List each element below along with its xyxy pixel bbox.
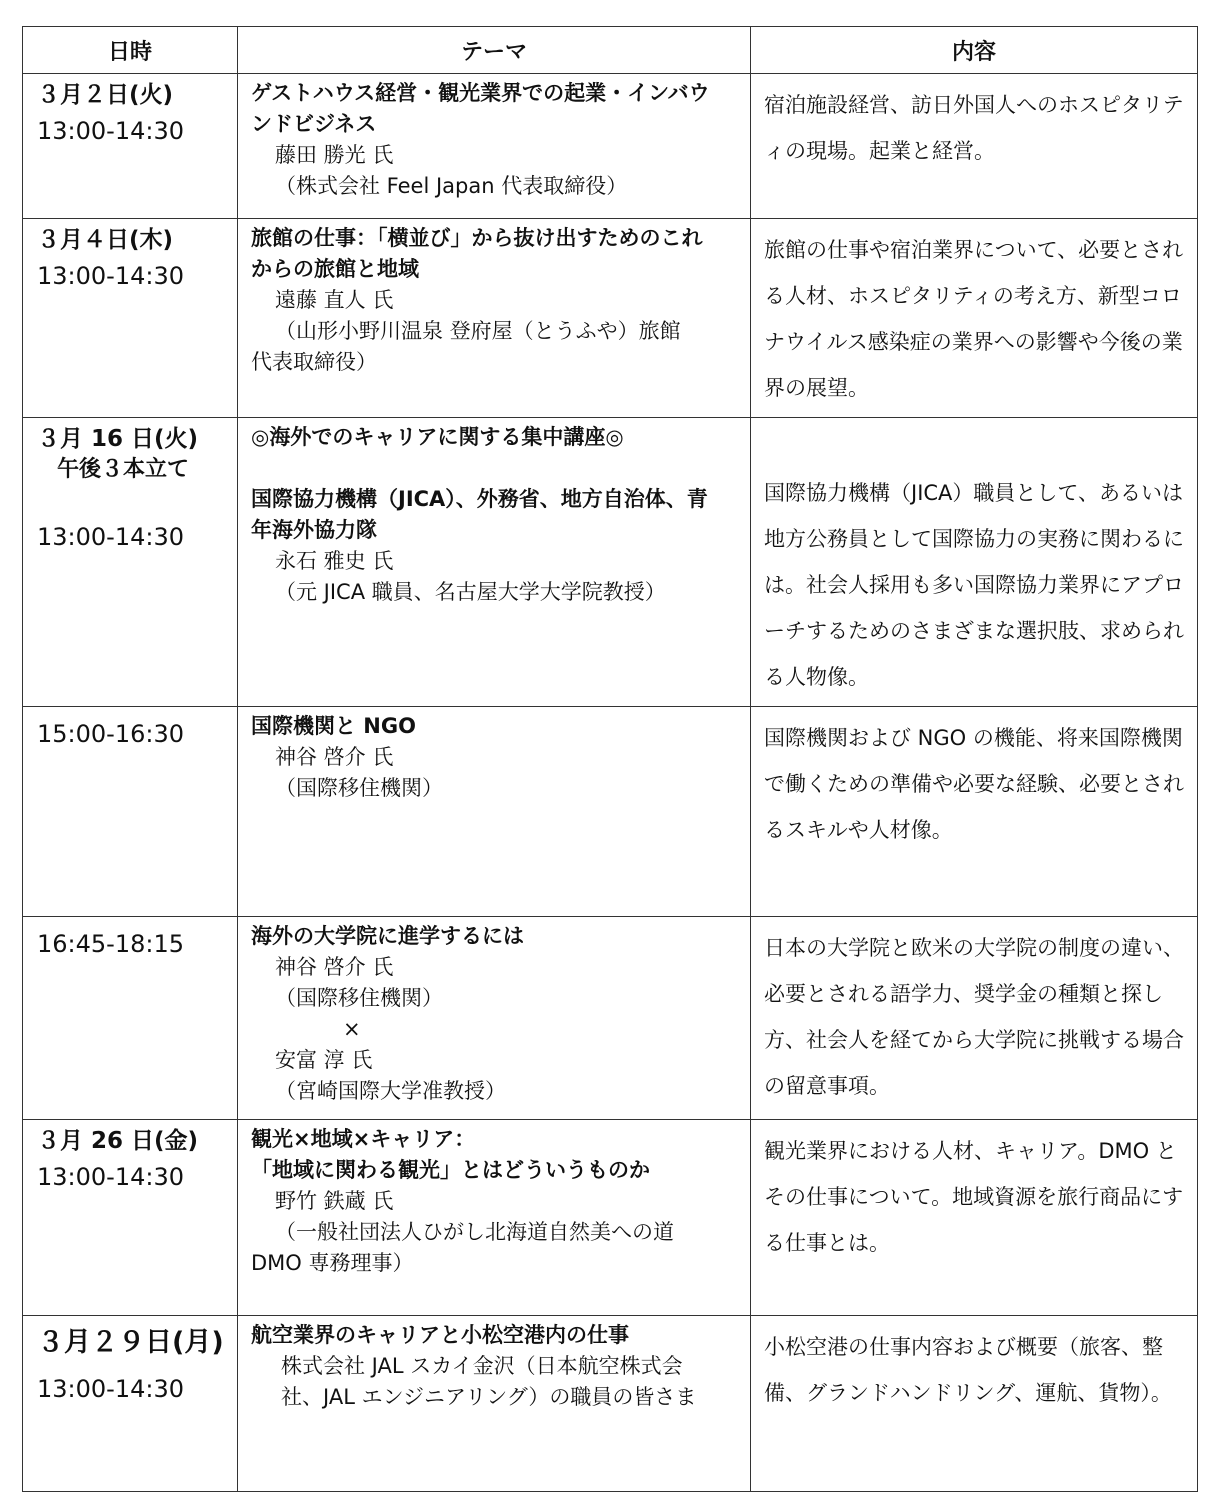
- series-heading: ◎海外でのキャリアに関する集中講座◎: [251, 425, 624, 449]
- session-time: 13:00-14:30: [37, 1375, 184, 1403]
- theme-title: 国際協力機構（JICA）、外務省、地方自治体、青: [251, 487, 708, 511]
- session-time: 15:00-16:30: [37, 720, 184, 748]
- session-content: 観光業界における人材、キャリア。DMO とその仕事について。地域資源を旅行商品にする仕事とは。: [764, 1139, 1184, 1255]
- date-cell: [23, 1120, 238, 1316]
- theme-title: 国際機関と NGO: [251, 714, 416, 738]
- theme-title: 海外の大学院に進学するには: [251, 924, 524, 948]
- theme-title: ンドビジネス: [251, 112, 377, 136]
- speaker-affiliation: DMO 専務理事）: [251, 1251, 414, 1275]
- cross-mark: ×: [343, 1017, 361, 1041]
- speaker-affiliation: （国際移住機関）: [275, 986, 443, 1010]
- header-content: 内容: [751, 27, 1198, 74]
- theme-title: 年海外協力隊: [251, 518, 377, 542]
- header-theme: テーマ: [238, 27, 751, 74]
- schedule-table: [22, 26, 1198, 1492]
- date-cell: [23, 917, 238, 1120]
- header-row: [23, 27, 1198, 74]
- session-content: 宿泊施設経営、訪日外国人へのホスピタリティの現場。起業と経営。: [764, 93, 1184, 163]
- theme-cell: [238, 219, 751, 418]
- speaker-affiliation: （株式会社 Feel Japan 代表取締役）: [275, 174, 628, 198]
- session-content: 国際協力機構（JICA）職員として、あるいは地方公務員として国際協力の実務に関わるには。社会人採用も多い国際協力業界にアプローチするためのさまざまな選択肢、求められる人物像。: [764, 481, 1184, 689]
- session-time: 16:45-18:15: [37, 930, 184, 958]
- speaker-affiliation: （山形小野川温泉 登府屋（とうふや）旅館: [275, 319, 681, 343]
- session-date: ３月２日(火): [37, 82, 174, 108]
- session-time: 13:00-14:30: [37, 1163, 184, 1191]
- theme-title: 旅館の仕事：「横並び」から抜け出すためのこれ: [251, 226, 703, 250]
- content-cell: [751, 1120, 1198, 1316]
- content-cell: [751, 707, 1198, 917]
- speaker-name: 神谷 啓介 氏: [275, 955, 394, 979]
- table-row: [23, 707, 1198, 917]
- content-cell: [751, 1316, 1198, 1492]
- content-cell: [751, 219, 1198, 418]
- date-cell: [23, 219, 238, 418]
- speaker-name: 神谷 啓介 氏: [275, 745, 394, 769]
- date-cell: [23, 418, 238, 707]
- table-row: [23, 219, 1198, 418]
- date-cell: [23, 707, 238, 917]
- session-content: 日本の大学院と欧米の大学院の制度の違い、必要とされる語学力、奨学金の種類と探し方、社会人を経てから大学院に挑戦する場合の留意事項。: [764, 936, 1184, 1098]
- theme-title: 「地域に関わる観光」とはどういうものか: [251, 1158, 650, 1182]
- table-row: [23, 1316, 1198, 1492]
- content-cell: [751, 74, 1198, 219]
- speaker-affiliation: （元 JICA 職員、名古屋大学大学院教授）: [275, 580, 666, 604]
- speaker-name: 社、JAL エンジニアリング）の職員の皆さま: [281, 1385, 697, 1409]
- theme-title: 航空業界のキャリアと小松空港内の仕事: [251, 1323, 629, 1347]
- session-content: 旅館の仕事や宿泊業界について、必要とされる人材、ホスピタリティの考え方、新型コロナウイルス感染症の業界への影響や今後の業界の展望。: [764, 238, 1184, 400]
- speaker-name: 安富 淳 氏: [275, 1048, 373, 1072]
- content-cell: [751, 418, 1198, 707]
- session-time: 13:00-14:30: [37, 262, 184, 290]
- speaker-affiliation: （国際移住機関）: [275, 776, 443, 800]
- content-cell: [751, 917, 1198, 1120]
- session-content: 国際機関および NGO の機能、将来国際機関で働くための準備や必要な経験、必要とされるスキルや人材像。: [764, 726, 1184, 842]
- session-content: 小松空港の仕事内容および概要（旅客、整備、グランドハンドリング、運航、貨物）。: [764, 1335, 1172, 1405]
- header-date: 日時: [23, 27, 238, 74]
- session-date: ３月４日(木): [37, 227, 174, 253]
- theme-cell: [238, 418, 751, 707]
- speaker-affiliation: （一般社団法人ひがし北海道自然美への道: [275, 1220, 674, 1244]
- speaker-name: 藤田 勝光 氏: [275, 143, 394, 167]
- theme-cell: [238, 1316, 751, 1492]
- table-row: [23, 74, 1198, 219]
- speaker-name: 野竹 鉄蔵 氏: [275, 1189, 394, 1213]
- date-cell: [23, 74, 238, 219]
- theme-title: 観光×地域×キャリア：: [251, 1127, 476, 1151]
- speaker-affiliation: 代表取締役）: [251, 350, 377, 374]
- theme-cell: [238, 74, 751, 219]
- date-cell: [23, 1316, 238, 1492]
- session-date: ３月２９日(月): [37, 1327, 224, 1358]
- theme-title: ゲストハウス経営・観光業界での起業・インバウ: [251, 81, 710, 105]
- table-row: [23, 418, 1198, 707]
- speaker-name: 遠藤 直人 氏: [275, 288, 394, 312]
- theme-cell: [238, 917, 751, 1120]
- table-row: [23, 1120, 1198, 1316]
- theme-cell: [238, 1120, 751, 1316]
- speaker-name: 株式会社 JAL スカイ金沢（日本航空株式会: [281, 1354, 683, 1378]
- theme-title: からの旅館と地域: [251, 257, 419, 281]
- session-time: 13:00-14:30: [37, 523, 184, 551]
- session-date: ３月 26 日(金): [37, 1128, 199, 1154]
- speaker-name: 永石 雅史 氏: [275, 549, 394, 573]
- session-time: 13:00-14:30: [37, 117, 184, 145]
- table-row: [23, 917, 1198, 1120]
- theme-cell: [238, 707, 751, 917]
- speaker-affiliation: （宮崎国際大学准教授）: [275, 1079, 506, 1103]
- session-subtitle: 午後３本立て: [57, 457, 190, 482]
- session-date: ３月 16 日(火): [37, 426, 199, 452]
